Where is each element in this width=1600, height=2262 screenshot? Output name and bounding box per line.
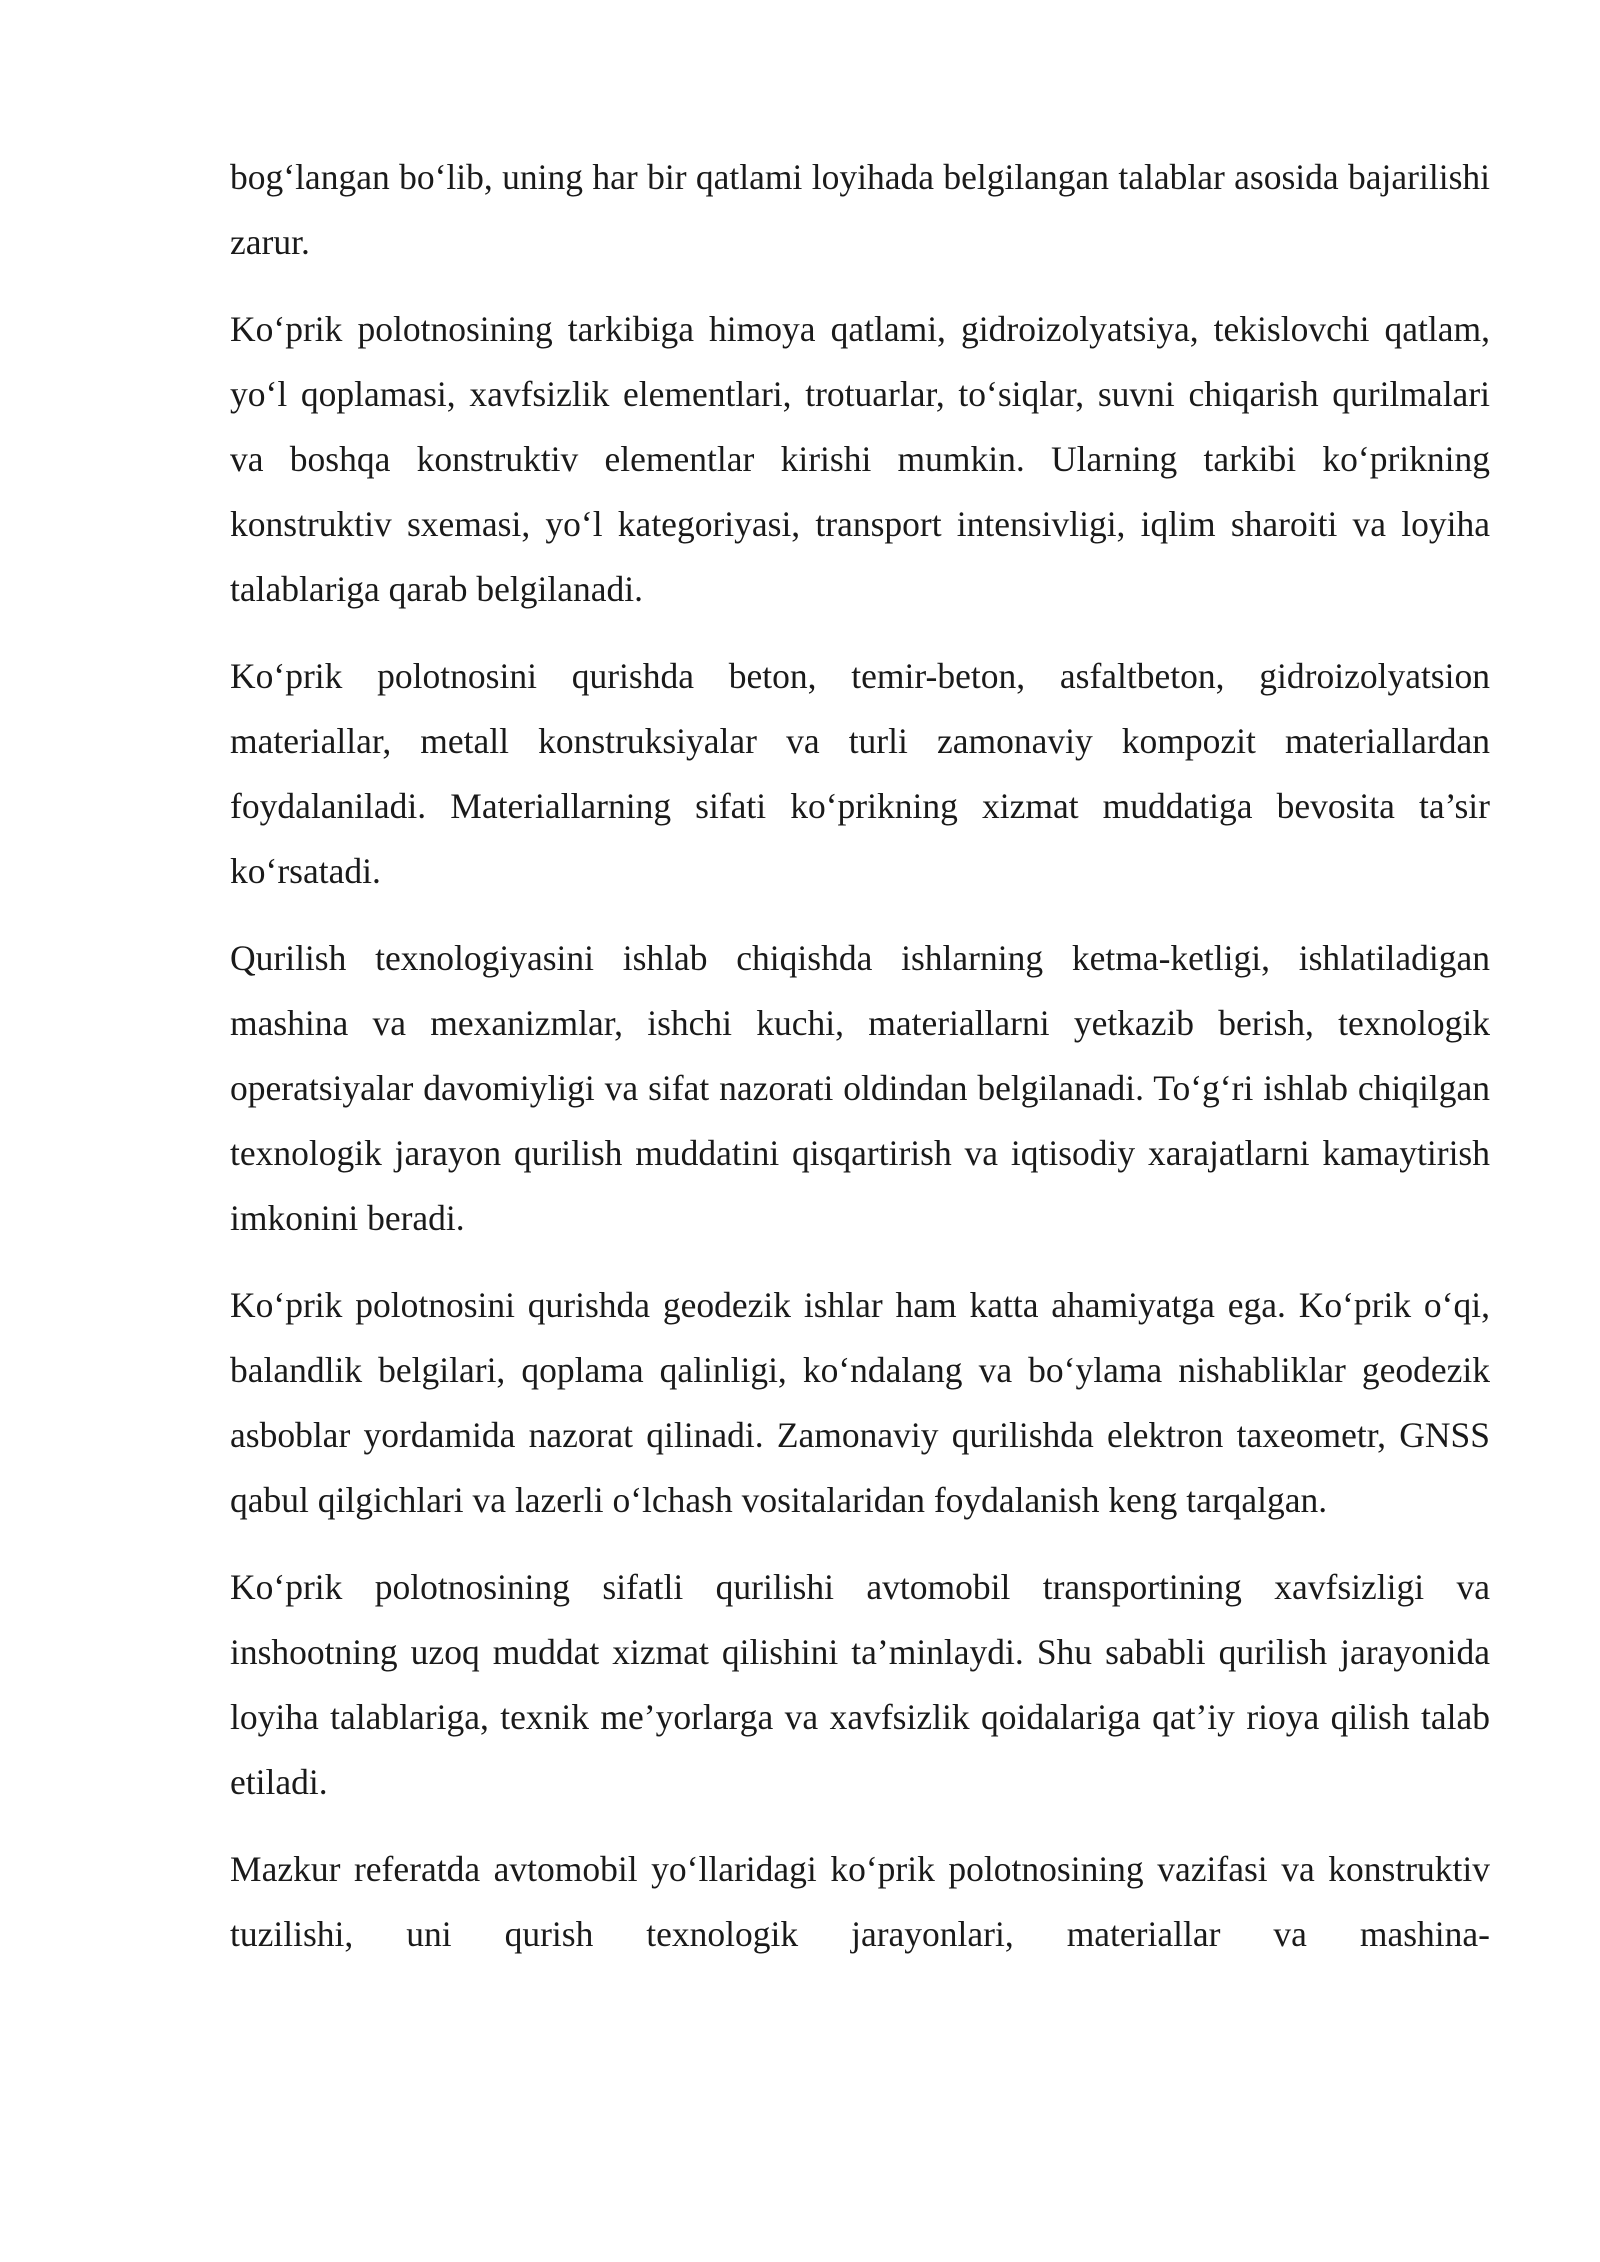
document-body	[230, 145, 1490, 1989]
paragraph-6: Ko‘prik polotnosining sifatli qurilishi avtomobil transportining xavfsizligi va inshootning uzoq muddat xizmat qilishini ta’minlaydi. Shu sababli qurilish jarayonida loyiha talablariga, texnik me’yorlarga va xavfsizlik qoidalariga qat’iy rioya qilish talab etiladi.	[230, 1567, 1490, 1802]
paragraph-7: Mazkur referatda avtomobil yo‘llaridagi ko‘prik polotnosining vazifasi va konstruktiv tuzilishi, uni qurish texnologik jarayonlari, materiallar va mashina-	[230, 1849, 1490, 1954]
paragraph-3: Ko‘prik polotnosini qurishda beton, temir-beton, asfaltbeton, gidroizolyatsion materiallar, metall konstruksiyalar va turli zamonaviy kompozit materiallardan foydalaniladi. Materiallarning sifati ko‘prikning xizmat muddatiga bevosita ta’sir ko‘rsatadi.	[230, 656, 1490, 891]
paragraph-2: Ko‘prik polotnosining tarkibiga himoya qatlami, gidroizolyatsiya, tekislovchi qatlam, yo‘l qoplamasi, xavfsizlik elementlari, trotuarlar, to‘siqlar, suvni chiqarish qurilmalari va boshqa konstruktiv elementlar kirishi mumkin. Ularning tarkibi ko‘prikning konstruktiv sxemasi, yo‘l kategoriyasi, transport intensivligi, iqlim sharoiti va loyiha talablariga qarab belgilanadi.	[230, 309, 1490, 609]
paragraph-5: Ko‘prik polotnosini qurishda geodezik ishlar ham katta ahamiyatga ega. Ko‘prik o‘qi, balandlik belgilari, qoplama qalinligi, ko‘ndalang va bo‘ylama nishabliklar geodezik asboblar yordamida nazorat qilinadi. Zamonaviy qurilishda elektron taxeometr, GNSS qabul qilgichlari va lazerli o‘lchash vositalaridan foydalanish keng tarqalgan.	[230, 1285, 1490, 1520]
paragraph-4: Qurilish texnologiyasini ishlab chiqishda ishlarning ketma-ketligi, ishlatiladigan mashina va mexanizmlar, ishchi kuchi, materiallarni yetkazib berish, texnologik operatsiyalar davomiyligi va sifat nazorati oldindan belgilanadi. To‘g‘ri ishlab chiqilgan texnologik jarayon qurilish muddatini qisqartirish va iqtisodiy xarajatlarni kamaytirish imkonini beradi.	[230, 938, 1490, 1238]
paragraph-1: bog‘langan bo‘lib, uning har bir qatlami loyihada belgilangan talablar asosida bajarilishi zarur.	[230, 157, 1490, 262]
